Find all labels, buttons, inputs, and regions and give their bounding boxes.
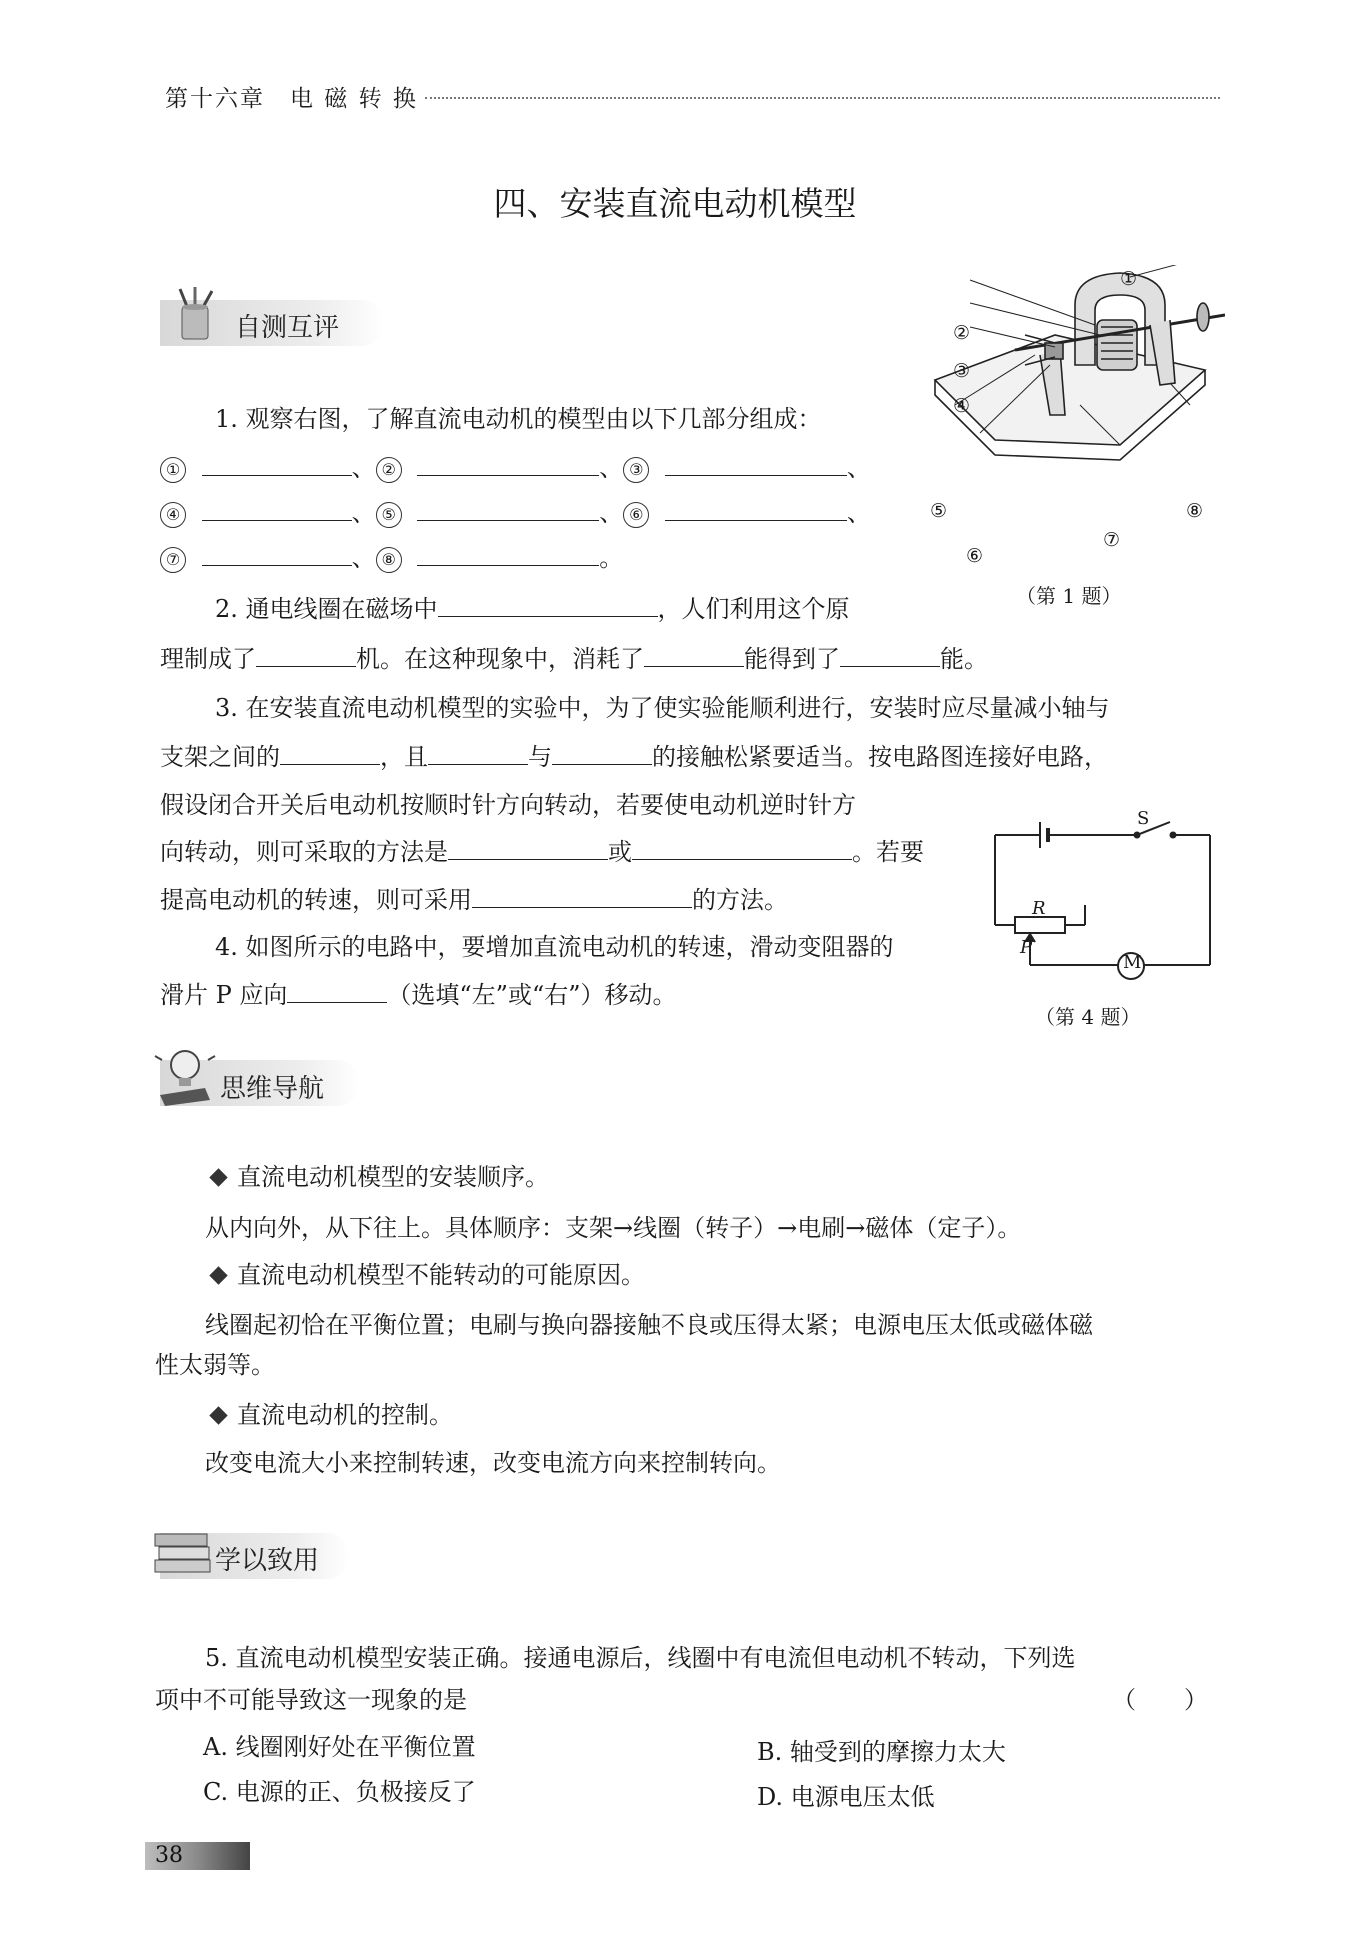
nav-para-2-line1: 线圈起初恰在平衡位置；电刷与换向器接触不良或压得太紧；电源电压太低或磁体磁 <box>205 1311 1093 1339</box>
q3-line2: 支架之间的 ，且 与 的接触松紧要适当。按电路图连接好电路， <box>160 743 1108 771</box>
fig1-label-7: ⑦ <box>1103 529 1121 551</box>
diamond-bullet-icon <box>209 1406 227 1424</box>
q3-blank-6[interactable] <box>472 885 692 908</box>
q1-row2: ④ 、 ⑤ 、 ⑥ 、 <box>160 498 871 528</box>
q3-line3: 假设闭合开关后电动机按顺时针方向转动，若要使电动机逆时针方 <box>160 791 856 819</box>
circuit-label-rheostat: R <box>1032 898 1046 919</box>
q3-line5: 提高电动机的转速，则可采用 的方法。 <box>160 886 788 914</box>
q3-blank-4[interactable] <box>448 837 608 860</box>
q4-line1: 4. 如图所示的电路中，要增加直流电动机的转速，滑动变阻器的 <box>215 933 894 961</box>
q5-line1: 5. 直流电动机模型安装正确。接通电源后，线圈中有电流但电动机不转动，下列选 <box>205 1644 1076 1672</box>
fig1-label-5: ⑤ <box>930 500 948 522</box>
section-title-self-test: 自测互评 <box>235 313 340 343</box>
q2-blank-4[interactable] <box>840 644 940 667</box>
q2-line2: 理制成了 机。在这种现象中，消耗了 能得到了 能。 <box>160 645 988 673</box>
fig1-label-8: ⑧ <box>1186 500 1204 522</box>
circuit-label-slider: P <box>1020 937 1033 958</box>
fig1-label-3: ③ <box>953 360 971 382</box>
q1-blank-5[interactable] <box>417 498 599 521</box>
nav-para-2-line2: 性太弱等。 <box>155 1351 275 1379</box>
lightbulb-icon <box>150 1040 220 1110</box>
q4-line2: 滑片 P 应向 （选填“左”或“右”）移动。 <box>160 981 677 1009</box>
nav-bullet-2: 直流电动机模型不能转动的可能原因。 <box>208 1260 645 1290</box>
q1-blank-8[interactable] <box>417 543 599 566</box>
nav-para-1: 从内向外，从下往上。具体顺序：支架→线圈（转子）→电刷→磁体（定子）。 <box>205 1214 1022 1242</box>
q1-blank-4[interactable] <box>202 498 352 521</box>
fig1-label-2: ② <box>953 322 971 344</box>
q3-line4: 向转动，则可采取的方法是 或 。若要 <box>160 838 924 866</box>
header-dotted-rule <box>425 97 1220 99</box>
q3-blank-5[interactable] <box>632 837 852 860</box>
fig4-caption: （第 4 题） <box>1035 1005 1141 1029</box>
q1-blank-1[interactable] <box>202 453 352 476</box>
q4-blank-1[interactable] <box>287 980 387 1003</box>
chapter-header: 第十六章 电 磁 转 换 <box>165 86 418 112</box>
fig1-label-1: ① <box>1120 268 1138 290</box>
page-number: 38 <box>155 1843 183 1868</box>
q3-blank-3[interactable] <box>552 742 652 765</box>
fig1-label-6: ⑥ <box>966 545 984 567</box>
q2-blank-1[interactable] <box>438 594 658 617</box>
circuit-label-motor: M <box>1123 952 1142 973</box>
q3-blank-2[interactable] <box>428 742 528 765</box>
q1-stem: 1. 观察右图，了解直流电动机的模型由以下几部分组成： <box>215 405 822 433</box>
fig1-caption: （第 1 题） <box>1016 584 1122 608</box>
q5-option-a[interactable]: A. 线圈刚好处在平衡位置 <box>203 1733 476 1761</box>
pencil-cup-icon <box>160 285 230 345</box>
q3-blank-1[interactable] <box>280 742 380 765</box>
q5-option-c[interactable]: C. 电源的正、负极接反了 <box>203 1778 476 1806</box>
nav-bullet-3: 直流电动机的控制。 <box>208 1400 453 1430</box>
q1-blank-2[interactable] <box>417 453 599 476</box>
q5-line2: 项中不可能导致这一现象的是 <box>155 1686 467 1714</box>
q1-row3: ⑦ 、 ⑧ 。 <box>160 543 623 573</box>
motor-model-figure <box>925 265 1225 575</box>
q3-line1: 3. 在安装直流电动机模型的实验中，为了使实验能顺利进行，安装时应尽量减小轴与 <box>215 694 1110 722</box>
section-title-apply: 学以致用 <box>215 1546 320 1576</box>
fig1-label-4: ④ <box>953 395 971 417</box>
books-icon <box>150 1520 220 1580</box>
q1-num-6: ⑥ <box>623 502 649 528</box>
circuit-label-switch: S <box>1137 808 1150 829</box>
q1-num-1: ① <box>160 457 186 483</box>
q1-blank-3[interactable] <box>665 453 847 476</box>
q1-num-2: ② <box>376 457 402 483</box>
nav-bullet-1: 直流电动机模型的安装顺序。 <box>208 1162 549 1192</box>
diamond-bullet-icon <box>209 1266 227 1284</box>
q2-blank-2[interactable] <box>256 644 356 667</box>
q1-num-3: ③ <box>623 457 649 483</box>
q1-num-4: ④ <box>160 502 186 528</box>
page-number-tab <box>145 1842 250 1870</box>
q2-line1: 2. 通电线圈在磁场中 ，人们利用这个原 <box>215 595 850 623</box>
q1-blank-7[interactable] <box>202 543 352 566</box>
page-title: 四、安装直流电动机模型 <box>493 184 857 223</box>
q5-option-d[interactable]: D. 电源电压太低 <box>757 1783 935 1811</box>
q1-row1: ① 、 ② 、 ③ 、 <box>160 453 871 483</box>
nav-para-3: 改变电流大小来控制转速，改变电流方向来控制转向。 <box>205 1449 781 1477</box>
q5-answer-paren[interactable]: （ ） <box>1112 1686 1208 1714</box>
q2-blank-3[interactable] <box>644 644 744 667</box>
q1-blank-6[interactable] <box>665 498 847 521</box>
q1-num-8: ⑧ <box>376 547 402 573</box>
q1-num-5: ⑤ <box>376 502 402 528</box>
q1-num-7: ⑦ <box>160 547 186 573</box>
section-title-thinking-nav: 思维导航 <box>220 1074 325 1104</box>
q5-option-b[interactable]: B. 轴受到的摩擦力太大 <box>757 1738 1006 1766</box>
diamond-bullet-icon <box>209 1168 227 1186</box>
